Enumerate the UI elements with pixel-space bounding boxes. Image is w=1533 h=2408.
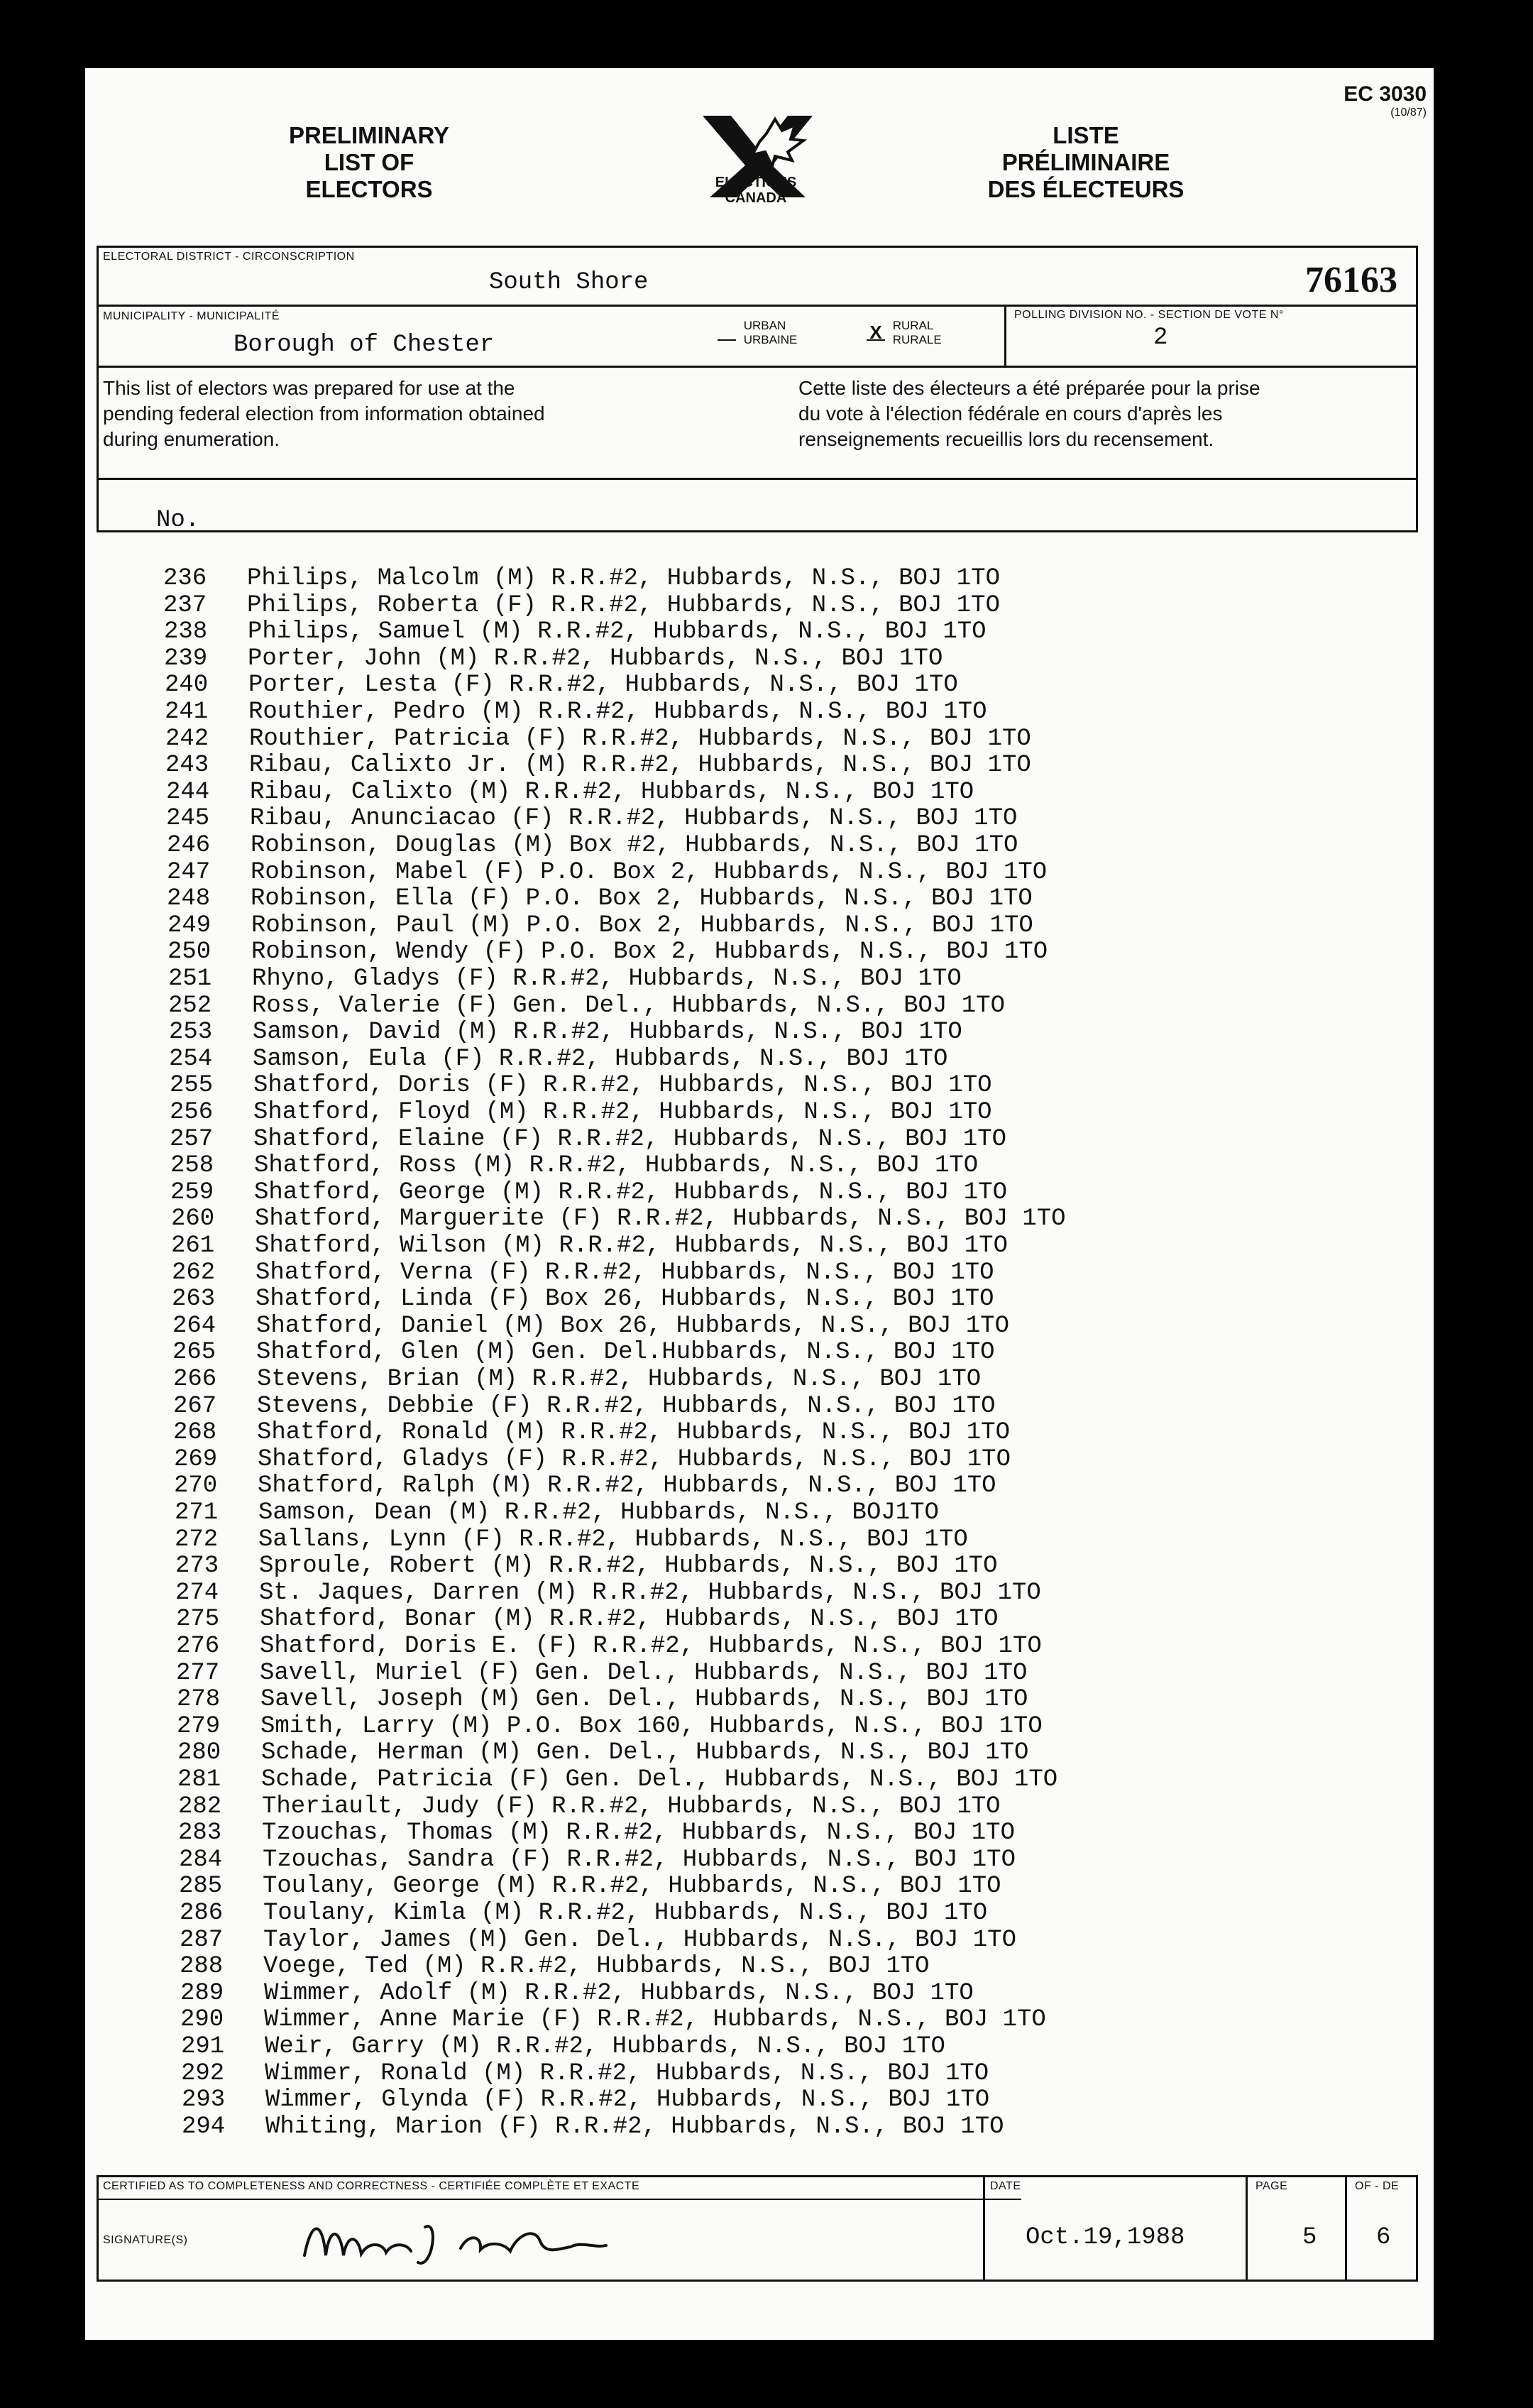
list-item [177,1686,1028,1713]
of-label: OF - DE [1355,2180,1400,2192]
list-item [170,1072,992,1099]
entry-text: Shatford, Doris (F) R.R.#2, Hubbards, N.S., BOJ 1TO [253,1072,992,1100]
divider [1246,2177,1248,2280]
header-form-frame [97,246,1418,532]
entry-text: Robinson, Douglas (M) Box #2, Hubbards, N.S., BOJ 1TO [251,832,1018,859]
list-item [179,1846,1016,1873]
entry-text: Philips, Samuel (M) R.R.#2, Hubbards, N.S., BOJ 1TO [248,618,987,646]
entry-number: 271 [175,1499,219,1526]
entry-text: Ribau, Calixto (M) R.R.#2, Hubbards, N.S., BOJ 1TO [250,778,974,806]
list-item [172,1339,995,1366]
list-item [180,1927,1016,1954]
entry-number: 252 [168,992,212,1019]
signature-icon [290,2206,688,2277]
entry-number: 236 [163,565,207,592]
list-item [176,1633,1042,1660]
entry-text: Shatford, Gladys (F) R.R.#2, Hubbards, N.S., BOJ 1TO [258,1445,1011,1473]
entry-number: 273 [175,1553,219,1580]
list-item [181,2060,989,2087]
list-item [177,1713,1043,1740]
list-item [173,1419,1010,1446]
divider [1345,2177,1347,2280]
list-item [167,885,1033,912]
entry-text: Shatford, Daniel (M) Box 26, Hubbards, N.S., BOJ 1TO [256,1312,1009,1340]
entry-number: 274 [175,1579,219,1607]
entry-number: 285 [179,1873,223,1900]
list-item [170,1152,978,1179]
list-item [172,1259,994,1286]
divider [99,366,1416,368]
intro-en-line: This list of electors was prepared for use at the [103,377,515,399]
entry-number: 238 [164,618,208,646]
entry-text: Shatford, Wilson (M) R.R.#2, Hubbards, N.S., BOJ 1TO [255,1232,1008,1259]
entry-text: Smith, Larry (M) P.O. Box 160, Hubbards, N.S., BOJ 1TO [260,1712,1043,1740]
certified-label: CERTIFIED AS TO COMPLETENESS AND CORRECTNESS - CERTIFIÉE COMPLÈTE ET EXACTE [103,2180,640,2192]
polling-division-value: 2 [1153,324,1168,351]
of-value: 6 [1376,2224,1391,2251]
list-item [169,1046,947,1073]
entry-text: Weir, Garry (M) R.R.#2, Hubbards, N.S., BOJ 1TO [265,2033,945,2060]
intro-fr-line: Cette liste des électeurs a été préparée pour la prise [798,377,1260,399]
entry-number: 253 [169,1019,213,1046]
form-code-text: EC 3030 [1344,82,1427,106]
entry-number: 237 [163,591,207,619]
entry-number: 239 [164,645,208,672]
entry-text: Tzouchas, Thomas (M) R.R.#2, Hubbards, N.S., BOJ 1TO [262,1819,1015,1847]
municipality-label: MUNICIPALITY - MUNICIPALITÉ [103,310,280,322]
entry-text: Schade, Patricia (F) Gen. Del., Hubbards, N.S., BOJ 1TO [261,1766,1058,1793]
list-item [180,1900,987,1927]
list-item [163,592,1000,619]
entry-number: 290 [180,2006,224,2034]
entry-text: Shatford, Ronald (M) R.R.#2, Hubbards, N.S., BOJ 1TO [257,1419,1010,1447]
entry-text: Ribau, Calixto Jr. (M) R.R.#2, Hubbards, N.S., BOJ 1TO [249,752,1031,779]
entry-text: Savell, Muriel (F) Gen. Del., Hubbards, N.S., BOJ 1TO [260,1659,1028,1687]
entry-text: Shatford, Ross (M) R.R.#2, Hubbards, N.S., BOJ 1TO [254,1152,979,1180]
list-item [173,1366,981,1393]
entry-number: 260 [171,1205,215,1233]
rural-label-fr: RURALE [892,333,942,346]
list-item [181,2033,945,2060]
entry-text: Shatford, Doris E. (F) R.R.#2, Hubbards, N.S., BOJ 1TO [260,1633,1042,1660]
certification-footer [97,2175,1418,2282]
logo-caption [681,175,830,206]
entry-number: 272 [175,1526,219,1553]
entry-text: Philips, Roberta (F) R.R.#2, Hubbards, N.S., BOJ 1TO [247,591,1000,619]
number-column-header: No. [156,507,200,534]
list-item [182,2086,989,2113]
entry-number: 250 [167,938,211,966]
list-item [168,965,962,992]
divider [99,478,1416,480]
entry-text: Shatford, Elaine (F) R.R.#2, Hubbards, N.S., BOJ 1TO [253,1125,1006,1153]
entry-text: Robinson, Wendy (F) P.O. Box 2, Hubbards, N.S., BOJ 1TO [251,938,1048,966]
entry-text: Toulany, Kimla (M) R.R.#2, Hubbards, N.S., BOJ 1TO [263,1900,988,1927]
list-item [165,699,987,726]
entry-number: 284 [179,1846,223,1873]
date-value: Oct.19,1988 [1026,2224,1185,2251]
list-item [175,1526,968,1553]
date-label: DATE [990,2180,1021,2192]
list-item [171,1232,1008,1259]
divider [99,2199,1021,2200]
divider [983,2177,985,2280]
entry-text: Robinson, Paul (M) P.O. Box 2, Hubbards, N.S., BOJ 1TO [251,912,1033,939]
entry-number: 289 [180,1979,224,2007]
rural-box-checked[interactable]: X [867,325,885,341]
urban-label-fr: URBAINE [743,333,798,346]
entry-text: Shatford, Ralph (M) R.R.#2, Hubbards, N.S., BOJ 1TO [258,1472,996,1500]
form-code [1320,82,1427,119]
entry-text: Schade, Herman (M) Gen. Del., Hubbards, N.S., BOJ 1TO [261,1739,1029,1767]
list-item [165,752,1031,779]
entry-text: Samson, David (M) R.R.#2, Hubbards, N.S., BOJ 1TO [253,1019,962,1046]
list-item [174,1472,996,1499]
entry-number: 266 [173,1366,217,1393]
intro-en-line: during enumeration. [103,428,280,450]
title-fr-line: PRÉLIMINAIRE [1001,149,1170,175]
entry-number: 275 [176,1606,220,1633]
entry-text: Samson, Eula (F) R.R.#2, Hubbards, N.S., BOJ 1TO [253,1045,948,1073]
list-item [179,1873,1001,1900]
title-fr-line: DES ÉLECTEURS [987,176,1185,202]
list-item [166,805,1017,832]
list-item [178,1793,1001,1820]
entry-number: 269 [174,1445,218,1473]
intro-fr-line: du vote à l'élection fédérale en cours d'après les [798,403,1223,425]
entry-number: 270 [174,1472,218,1500]
entry-number: 291 [181,2033,225,2060]
list-item [170,1126,1006,1153]
entry-text: Ribau, Anunciacao (F) R.R.#2, Hubbards, N.S., BOJ 1TO [250,805,1018,833]
entry-text: Porter, Lesta (F) R.R.#2, Hubbards, N.S., BOJ 1TO [248,672,958,699]
list-item [167,859,1047,886]
district-number: 76163 [1305,260,1397,300]
divider [99,305,1416,307]
entry-number: 255 [170,1072,214,1100]
entry-number: 247 [167,858,211,886]
entry-text: Ross, Valerie (F) Gen. Del., Hubbards, N.S., BOJ 1TO [252,992,1005,1019]
urban-checkbox[interactable] [718,319,797,347]
entry-text: Wimmer, Glynda (F) R.R.#2, Hubbards, N.S., BOJ 1TO [265,2086,990,2114]
title-french [965,122,1207,203]
entry-number: 268 [173,1419,217,1447]
entry-text: Samson, Dean (M) R.R.#2, Hubbards, N.S., BOJ1TO [258,1499,939,1526]
entry-number: 251 [168,965,212,992]
entry-number: 259 [170,1178,214,1206]
district-value: South Shore [489,269,649,296]
list-item [175,1553,998,1580]
polling-division-label: POLLING DIVISION NO. - SECTION DE VOTE N° [1014,309,1284,321]
rural-checkbox[interactable] [867,319,942,347]
entry-text: Shatford, Bonar (M) R.R.#2, Hubbards, N.S., BOJ 1TO [260,1606,999,1633]
urban-label: URBAN [743,319,786,332]
entry-number: 262 [172,1259,216,1286]
entry-number: 245 [166,805,210,833]
entry-number: 286 [180,1900,224,1927]
intro-english [103,376,545,452]
entry-number: 264 [172,1312,216,1340]
elector-list-sheet [85,68,1434,2340]
entry-text: Taylor, James (M) Gen. Del., Hubbards, N.S., BOJ 1TO [263,1926,1016,1954]
entry-number: 265 [172,1339,216,1367]
list-item [166,779,974,806]
entry-text: Shatford, Verna (F) R.R.#2, Hubbards, N.S., BOJ 1TO [256,1259,994,1286]
entry-text: Wimmer, Ronald (M) R.R.#2, Hubbards, N.S., BOJ 1TO [265,2059,989,2087]
entry-text: Stevens, Debbie (F) R.R.#2, Hubbards, N.S., BOJ 1TO [257,1392,996,1420]
entry-number: 281 [177,1766,221,1793]
municipality-value: Borough of Chester [233,332,495,359]
entry-text: Robinson, Ella (F) P.O. Box 2, Hubbards, N.S., BOJ 1TO [251,885,1033,913]
list-item [173,1393,996,1420]
list-item [164,645,943,672]
logo-caption-line: CANADA [725,190,787,206]
list-item [169,1019,962,1046]
entry-text: Shatford, Marguerite (F) R.R.#2, Hubbards, N.S., BOJ 1TO [255,1205,1066,1233]
list-item [175,1580,1041,1607]
entry-number: 241 [165,699,209,726]
entry-number: 279 [177,1712,221,1740]
title-en-line: PRELIMINARY [288,122,450,148]
list-item [180,2006,1046,2033]
list-item [177,1739,1028,1766]
entry-number: 244 [166,778,210,806]
entry-number: 267 [173,1392,217,1420]
entry-number: 243 [165,752,209,779]
list-item [176,1606,999,1633]
entry-number: 287 [180,1926,224,1954]
entry-number: 293 [182,2086,226,2114]
entry-text: Savell, Joseph (M) Gen. Del., Hubbards, N.S., BOJ 1TO [260,1686,1028,1714]
entry-number: 277 [176,1659,220,1687]
entry-text: Sproule, Robert (M) R.R.#2, Hubbards, N.S., BOJ 1TO [259,1553,998,1580]
entry-text: Routhier, Pedro (M) R.R.#2, Hubbards, N.S., BOJ 1TO [248,699,987,726]
entry-number: 248 [167,885,211,913]
list-item [175,1499,939,1526]
entry-number: 276 [176,1633,220,1660]
list-item [168,992,1005,1019]
entry-number: 280 [177,1739,221,1767]
entry-number: 256 [170,1099,214,1126]
entry-text: Shatford, George (M) R.R.#2, Hubbards, N.S., BOJ 1TO [254,1178,1007,1206]
list-item [182,2113,1004,2140]
entry-text: Routhier, Patricia (F) R.R.#2, Hubbards, N.S., BOJ 1TO [249,725,1031,752]
divider [1004,305,1006,366]
list-item [165,672,958,699]
title-fr-line: LISTE [1053,122,1119,148]
entry-text: Wimmer, Anne Marie (F) R.R.#2, Hubbards, N.S., BOJ 1TO [264,2006,1046,2034]
list-item [172,1313,1009,1340]
entry-number: 282 [178,1793,222,1820]
list-item [177,1766,1057,1793]
intro-en-line: pending federal election from information obtained [103,403,545,425]
list-item [170,1179,1007,1206]
list-item [167,912,1033,939]
entry-number: 263 [172,1286,216,1313]
list-item [172,1286,994,1313]
entry-text: Shatford, Floyd (M) R.R.#2, Hubbards, N.S., BOJ 1TO [253,1099,992,1126]
entry-text: Philips, Malcolm (M) R.R.#2, Hubbards, N.S., BOJ 1TO [247,565,1000,592]
signature-label: SIGNATURE(S) [103,2234,188,2246]
list-item [163,565,1000,592]
entry-number: 278 [177,1686,221,1714]
list-item [171,1205,1066,1232]
page-label: PAGE [1255,2180,1288,2192]
list-item [180,1953,930,1980]
entry-text: Theriault, Judy (F) R.R.#2, Hubbards, N.S., BOJ 1TO [262,1793,1001,1820]
entry-text: Shatford, Glen (M) Gen. Del.Hubbards, N.S., BOJ 1TO [256,1339,995,1367]
entry-number: 292 [181,2059,225,2087]
list-item [164,618,987,645]
entry-text: Whiting, Marion (F) R.R.#2, Hubbards, N.S., BOJ 1TO [265,2113,1004,2140]
page-value: 5 [1302,2224,1317,2251]
entry-number: 283 [178,1819,222,1847]
urban-box[interactable] [718,325,736,341]
list-item [176,1660,1027,1687]
entry-number: 261 [171,1232,215,1259]
title-en-line: ELECTORS [305,176,433,202]
entry-text: Robinson, Mabel (F) P.O. Box 2, Hubbards, N.S., BOJ 1TO [251,858,1048,886]
intro-fr-line: renseignements recueillis lors du recensement. [798,428,1214,450]
entry-text: Sallans, Lynn (F) R.R.#2, Hubbards, N.S., BOJ 1TO [258,1526,968,1553]
entry-text: Porter, John (M) R.R.#2, Hubbards, N.S., BOJ 1TO [248,645,943,672]
entry-text: Rhyno, Gladys (F) R.R.#2, Hubbards, N.S., BOJ 1TO [252,965,962,992]
list-item [180,1980,974,2007]
entry-text: Shatford, Linda (F) Box 26, Hubbards, N.S., BOJ 1TO [256,1286,994,1313]
entry-text: Wimmer, Adolf (M) R.R.#2, Hubbards, N.S., BOJ 1TO [264,1979,974,2007]
entry-number: 242 [165,725,209,752]
intro-french [798,376,1260,452]
list-item [165,726,1031,752]
entry-number: 288 [180,1953,224,1981]
entry-number: 257 [170,1125,214,1153]
entry-number: 258 [170,1152,214,1180]
list-item [167,938,1048,965]
rural-label: RURAL [892,319,934,332]
list-item [167,832,1018,859]
logo-caption-line: ELECTIONS [715,175,797,190]
district-label: ELECTORAL DISTRICT - CIRCONSCRIPTION [103,251,355,263]
title-en-line: LIST OF [324,149,414,175]
entry-number: 249 [167,912,211,939]
list-item [174,1446,1011,1473]
entry-number: 254 [169,1045,213,1073]
entry-text: Voege, Ted (M) R.R.#2, Hubbards, N.S., BOJ 1TO [263,1953,930,1981]
entry-number: 294 [182,2113,226,2140]
entry-text: Toulany, George (M) R.R.#2, Hubbards, N.S., BOJ 1TO [263,1873,1001,1900]
entry-number: 240 [165,672,209,699]
title-english [263,122,476,203]
list-item [170,1099,992,1126]
entry-text: Tzouchas, Sandra (F) R.R.#2, Hubbards, N.S., BOJ 1TO [263,1846,1016,1873]
entry-text: Stevens, Brian (M) R.R.#2, Hubbards, N.S., BOJ 1TO [257,1366,982,1393]
entry-text: St. Jaques, Darren (M) R.R.#2, Hubbards, N.S., BOJ 1TO [259,1579,1041,1607]
entry-number: 246 [167,832,211,859]
list-item [178,1819,1015,1846]
form-revision: (10/87) [1390,106,1427,119]
